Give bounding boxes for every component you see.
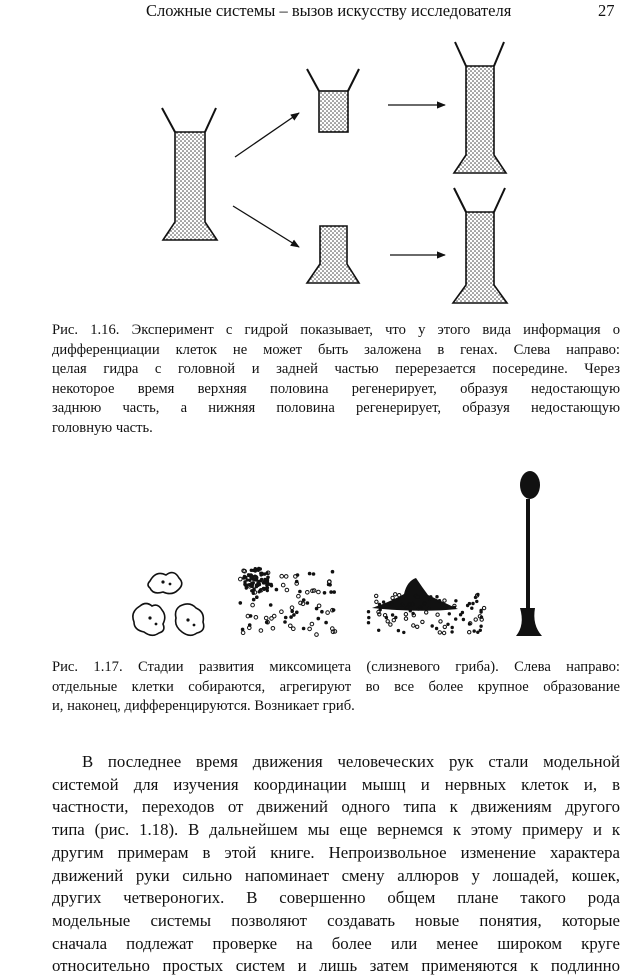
body-line: сначала подлежат проверке на более или менее широком круге bbox=[52, 933, 620, 953]
caption-line: Рис. 1.17. Стадии развития миксомицета (слизневого гриба). Слева направо: bbox=[52, 659, 620, 675]
hydra-regenerated-from-lower bbox=[453, 188, 507, 303]
aggregating-cells bbox=[239, 567, 337, 637]
body-line: частности, переходов от движений одного типа к движениям другого bbox=[52, 797, 620, 817]
hydra-regenerated-from-upper bbox=[454, 42, 506, 173]
body-line: другим примерам в этой книге. Непроизвольное изменение характера bbox=[52, 842, 620, 862]
caption-line: и, наконец, дифференцируются. Возникает гриб. bbox=[52, 698, 355, 714]
hydra-whole bbox=[162, 108, 217, 240]
body-line: движений руки сильно напоминает смену аллюров у лошадей, кошек, bbox=[52, 865, 620, 885]
arrow-to-lower-half bbox=[233, 206, 299, 247]
fruiting-body bbox=[516, 471, 542, 636]
page-number: 27 bbox=[598, 1, 615, 20]
running-title: Сложные системы – вызов искусству исследователя bbox=[146, 1, 512, 20]
figure-1-17-slime-mold bbox=[0, 460, 620, 650]
figure-1-16-hydra bbox=[0, 30, 620, 320]
caption-line: некоторое время верхняя половина регенерирует, образуя недостающую bbox=[52, 380, 620, 397]
caption-line: целая гидра с головной и задней частью перерезается посередине. Через bbox=[52, 361, 620, 377]
body-line: модельные системы позволяют создавать новые понятия, которые bbox=[52, 910, 620, 930]
figure-1-17-caption bbox=[52, 658, 620, 717]
figure-1-16-caption bbox=[52, 321, 620, 438]
body-line: системой для изучения координации мышц и нервных клеток и, в bbox=[52, 774, 620, 794]
page-header bbox=[0, 1, 620, 23]
caption-line: Рис. 1.16. Эксперимент с гидрой показывает, что у этого вида информация о bbox=[52, 322, 620, 338]
caption-line: дифференциации клеток не может быть заложена в генах. Слева направо: bbox=[52, 341, 620, 358]
hydra-upper-half bbox=[307, 69, 359, 132]
caption-line: отдельные клетки собираются, агрегируют во все более крупное образование bbox=[52, 678, 620, 695]
body-paragraph bbox=[52, 751, 620, 978]
caption-line: головную часть. bbox=[52, 419, 153, 436]
body-line: относительно простых систем и лишь затем применяются к подлинно bbox=[52, 956, 620, 976]
hydra-lower-half bbox=[307, 226, 359, 283]
caption-line: заднюю часть, а нижняя половина регенерирует, образуя недостающую bbox=[52, 400, 620, 416]
arrow-to-upper-half bbox=[235, 113, 299, 157]
body-line: типа (рис. 1.18). В дальнейшем мы еще вернемся к этому примеру и к bbox=[52, 820, 620, 840]
body-line: других четвероногих. В совершенно общем плане такого рода bbox=[52, 888, 620, 908]
body-line: В последнее время движения человеческих рук стали модельной bbox=[82, 752, 620, 771]
